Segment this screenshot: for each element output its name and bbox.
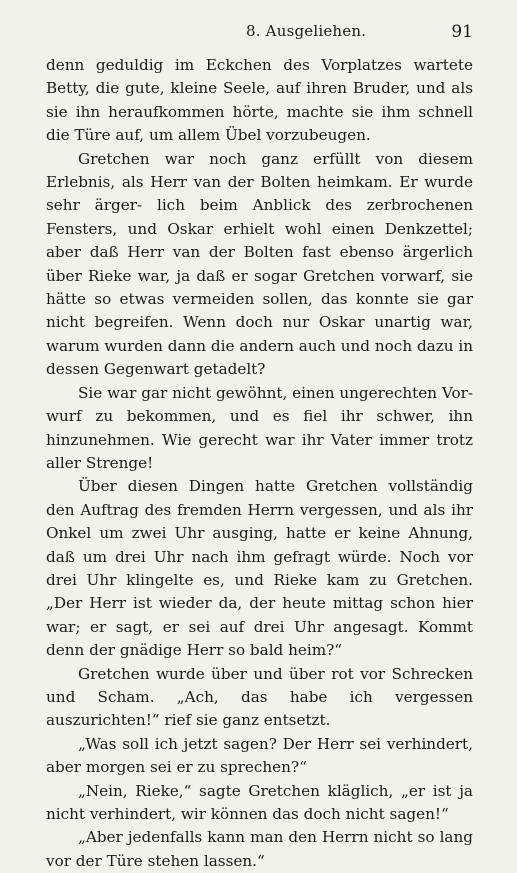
paragraph-1: denn geduldig im Eckchen des Vorplatzes wartete Betty, die gute, kleine Seele, auf ihren Bruder, und als sie ihn heraufkommen hörte, machte sie ihm schnell die Türe auf, um allem Übel vorzubeugen. <box>46 56 473 145</box>
paragraph-8: „Aber jedenfalls kann man den Herrn nicht so lang vor der Türe stehen lassen.“ <box>46 828 473 870</box>
paragraph-7: „Nein, Rieke,“ sagte Gretchen kläglich, „er ist ja nicht verhindert, wir können das doch nicht sagen!“ <box>46 781 473 823</box>
page-number: 91 <box>451 22 473 42</box>
chapter-title: 8. Ausgeliehen. <box>246 22 367 40</box>
paragraph-6: „Was soll ich jetzt sagen? Der Herr sei verhindert, aber morgen sei er zu sprechen?“ <box>46 734 473 777</box>
paragraph-4: Über diesen Dingen hatte Gretchen vollständig den Auftrag des fremden Herrn vergessen, und als ihr Onkel um zwei Uhr ausging, hatte er keine Ahnung, daß um drei Uhr nach ihm gefragt würde. Noch vor drei Uhr klingelte es, und Rieke kam zu Gretchen. „Der Herr ist wieder da, der heute mittag schon hier war; er sagt, er sei auf drei Uhr angesagt. Kommt denn der gnädige Herr so bald heim?“ <box>46 477 473 660</box>
body-text <box>46 54 473 873</box>
paragraph-5: Gretchen wurde über und über rot vor Schrecken und Scham. „Ach, das habe ich vergessen auszurichten!“ rief sie ganz entsetzt. <box>46 664 473 730</box>
running-head <box>46 16 473 44</box>
paragraph-2: Gretchen war noch ganz erfüllt von diesem Erlebnis, als Herr van der Bolten heimkam. Er wurde sehr ärger- lich beim Anblick des zerbrochenen Fensters, und Oskar erhielt wohl einen Denkzettel; aber daß Herr van der Bolten fast ebenso ärgerlich über Rieke war, ja daß er sogar Gretchen vorwarf, sie hätte so etwas vermeiden sollen, das konnte sie gar nicht begreifen. Wenn doch nur Oskar unartig war, warum wurden dann die andern auch und noch dazu in dessen Gegenwart getadelt? <box>46 149 473 379</box>
paragraph-3: Sie war gar nicht gewöhnt, einen ungerechten Vor- wurf zu bekommen, und es fiel ihr schwer, ihn hinzunehmen. Wie gerecht war ihr Vater immer trotz aller Strenge! <box>46 383 473 472</box>
